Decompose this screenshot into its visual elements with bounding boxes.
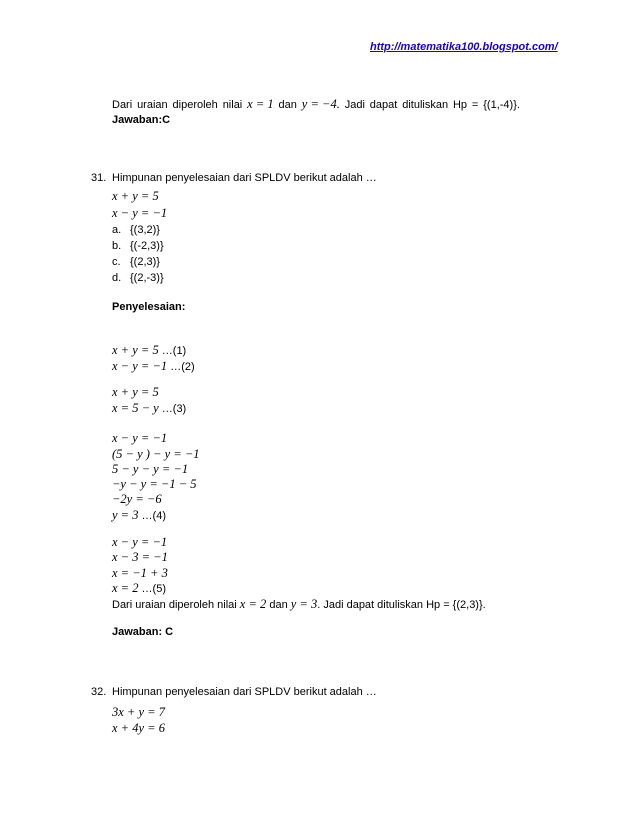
prev-word: uraian <box>137 99 168 111</box>
q31-option-d-letter: d. <box>112 272 122 284</box>
solution-tag: …(5) <box>138 583 166 595</box>
solution-line <box>112 509 166 523</box>
solution-line <box>112 448 200 462</box>
solution-math: x = −1 + 3 <box>112 566 168 580</box>
prev-word: diperoleh <box>172 99 218 111</box>
solution-math: x = 5 − y <box>112 401 159 415</box>
prev-math-x: x = 1 <box>247 97 274 111</box>
conclusion-text: dan <box>266 599 291 611</box>
solution-line <box>112 402 186 416</box>
q31-option-a: {(3,2)} <box>130 224 160 236</box>
q31-option-d: {(2,-3)} <box>130 272 164 284</box>
solution-math: 5 − y − y = −1 <box>112 462 189 476</box>
prev-word: dituliskan <box>402 99 449 111</box>
q32-number: 32. <box>91 686 107 698</box>
solution-line <box>112 432 167 446</box>
prev-word: dapat <box>369 99 398 111</box>
q32-question: Himpunan penyelesaian dari SPLDV berikut adalah … <box>112 686 377 698</box>
solution-line <box>112 567 168 581</box>
solution-line <box>112 536 167 550</box>
solution-math: x − y = −1 <box>112 359 168 373</box>
prev-word: = <box>471 99 479 111</box>
solution-math: y = 3 <box>112 508 139 522</box>
header-url-link[interactable]: http://matematika100.blogspot.com/ <box>370 41 558 53</box>
q32-equation-2: x + 4y = 6 <box>112 721 165 735</box>
q31-question: Himpunan penyelesaian dari SPLDV berikut adalah … <box>112 172 377 184</box>
solution-line <box>112 463 188 477</box>
solution-tag: …(3) <box>158 403 187 415</box>
solution-line <box>112 344 186 358</box>
q31-option-c: {(2,3)} <box>130 256 160 268</box>
q31-conclusion <box>112 598 486 612</box>
solution-math: x − y = −1 <box>112 431 168 445</box>
q31-solution-label: Penyelesaian: <box>112 301 186 313</box>
solution-line <box>112 360 195 374</box>
solution-math: (5 − y ) − y = −1 <box>112 447 200 461</box>
q32-equation-1: 3x + y = 7 <box>112 705 165 719</box>
q31-option-b: {(-2,3)} <box>130 240 164 252</box>
solution-line <box>112 386 159 400</box>
solution-math: −2y = −6 <box>112 492 162 506</box>
solution-tag: …(2) <box>167 361 195 373</box>
conclusion-text: Dari uraian diperoleh nilai <box>112 599 240 611</box>
solution-math: x + y = 5 <box>112 385 159 399</box>
prev-word: Dari <box>112 99 133 111</box>
q31-equation-1: x + y = 5 <box>112 189 159 203</box>
q31-option-c-letter: c. <box>112 256 121 268</box>
conclusion-math-x: x = 2 <box>239 597 267 611</box>
solution-math: x = 2 <box>112 581 139 595</box>
solution-tag: …(4) <box>138 510 166 522</box>
solution-line <box>112 493 162 507</box>
prev-word: dan <box>278 99 297 111</box>
prev-word: {(1,-4)}. <box>483 99 520 111</box>
q31-answer: Jawaban: C <box>112 626 174 638</box>
prev-word: Jadi <box>344 99 365 111</box>
solution-math: −y − y = −1 − 5 <box>112 477 197 491</box>
q31-number: 31. <box>91 172 107 184</box>
q31-option-a-letter: a. <box>112 224 122 236</box>
solution-math: x − 3 = −1 <box>112 550 168 564</box>
q31-equation-2: x − y = −1 <box>112 206 168 220</box>
solution-line <box>112 478 197 492</box>
conclusion-math-y: y = 3 <box>290 597 318 611</box>
prev-conclusion-line <box>112 98 520 112</box>
prev-math-y: y = −4. <box>301 97 340 111</box>
prev-word: Hp <box>452 99 468 111</box>
solution-line <box>112 582 166 596</box>
prev-answer: Jawaban:C <box>112 114 171 126</box>
q31-option-b-letter: b. <box>112 240 122 252</box>
conclusion-text: . Jadi dapat dituliskan Hp = {(2,3)}. <box>317 599 486 611</box>
prev-word: nilai <box>222 99 243 111</box>
solution-math: x + y = 5 <box>112 343 159 357</box>
solution-tag: …(1) <box>158 345 187 357</box>
solution-math: x − y = −1 <box>112 535 168 549</box>
solution-line <box>112 551 168 565</box>
